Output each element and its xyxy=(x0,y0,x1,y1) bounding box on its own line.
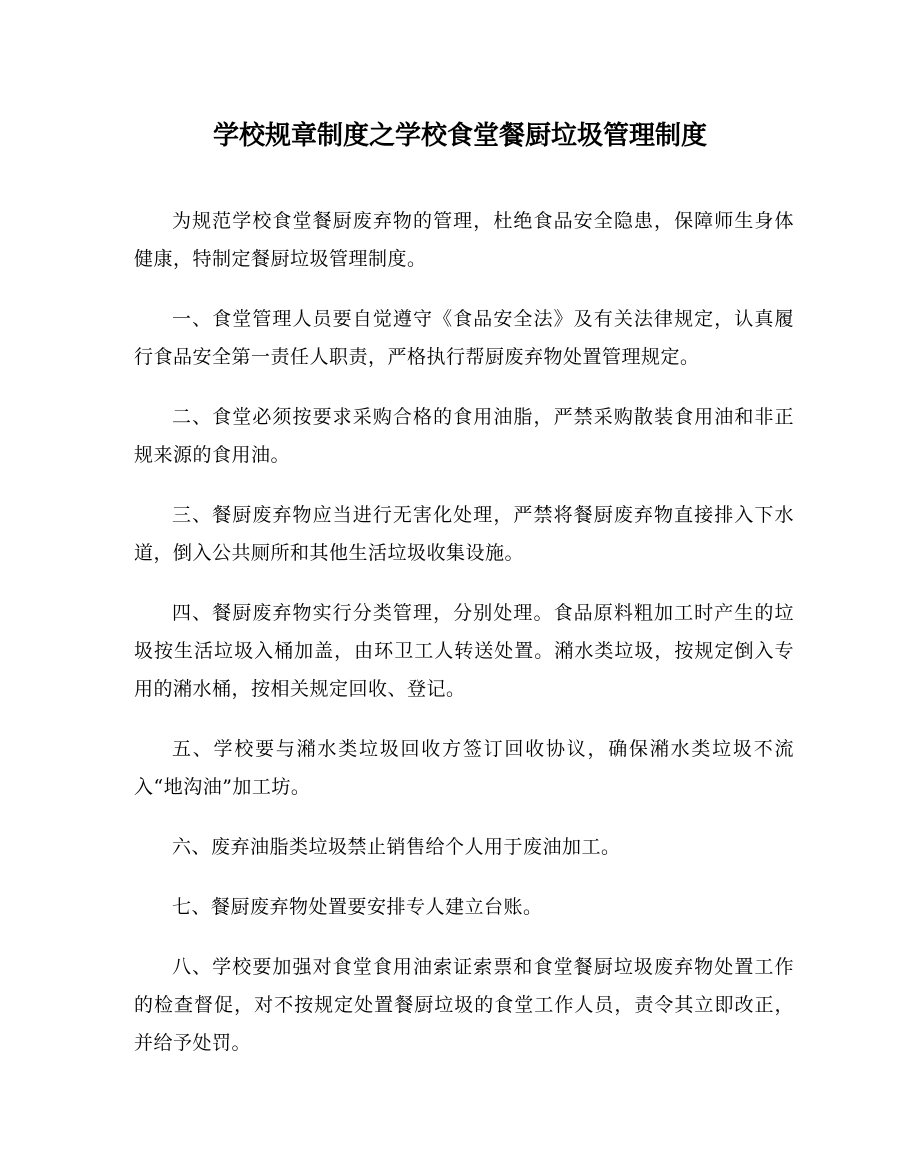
paragraph-rule-2: 二、食堂必须按要求采购合格的食用油脂，严禁采购散装食用油和非正规来源的食用油。 xyxy=(134,406,794,466)
document-body xyxy=(134,202,794,1084)
paragraph-rule-6: 六、废弃油脂类垃圾禁止销售给个人用于废油加工。 xyxy=(172,836,621,858)
paragraph-rule-1: 一、食堂管理人员要自觉遵守《食品安全法》及有关法律规定，认真履行食品安全第一责任人职责，严格执行帮厨废弃物处置管理规定。 xyxy=(134,308,794,368)
paragraph-rule-3: 三、餐厨废弃物应当进行无害化处理，严禁将餐厨废弃物直接排入下水道，倒入公共厕所和其他生活垃圾收集设施。 xyxy=(134,504,794,564)
paragraph-rule-5: 五、学校要与潲水类垃圾回收方签订回收协议，确保潲水类垃圾不流入“地沟油”加工坊。 xyxy=(134,738,794,798)
page-title: 学校规章制度之学校食堂餐厨垃圾管理制度 xyxy=(212,121,707,151)
paragraph-rule-7: 七、餐厨废弃物处置要安排专人建立台账。 xyxy=(172,896,543,918)
paragraph-rule-4: 四、餐厨废弃物实行分类管理，分别处理。食品原料粗加工时产生的垃圾按生活垃圾入桶加盖，由环卫工人转送处置。潲水类垃圾，按规定倒入专用的潲水桶，按相关规定回收、登记。 xyxy=(134,602,794,700)
paragraph-rule-8: 八、学校要加强对食堂食用油索证索票和食堂餐厨垃圾废弃物处置工作的检查督促，对不按规定处置餐厨垃圾的食堂工作人员，责令其立即改正，并给予处罚。 xyxy=(134,956,794,1054)
paragraph-intro: 为规范学校食堂餐厨废弃物的管理，杜绝食品安全隐患，保障师生身体健康，特制定餐厨垃圾管理制度。 xyxy=(134,210,794,270)
